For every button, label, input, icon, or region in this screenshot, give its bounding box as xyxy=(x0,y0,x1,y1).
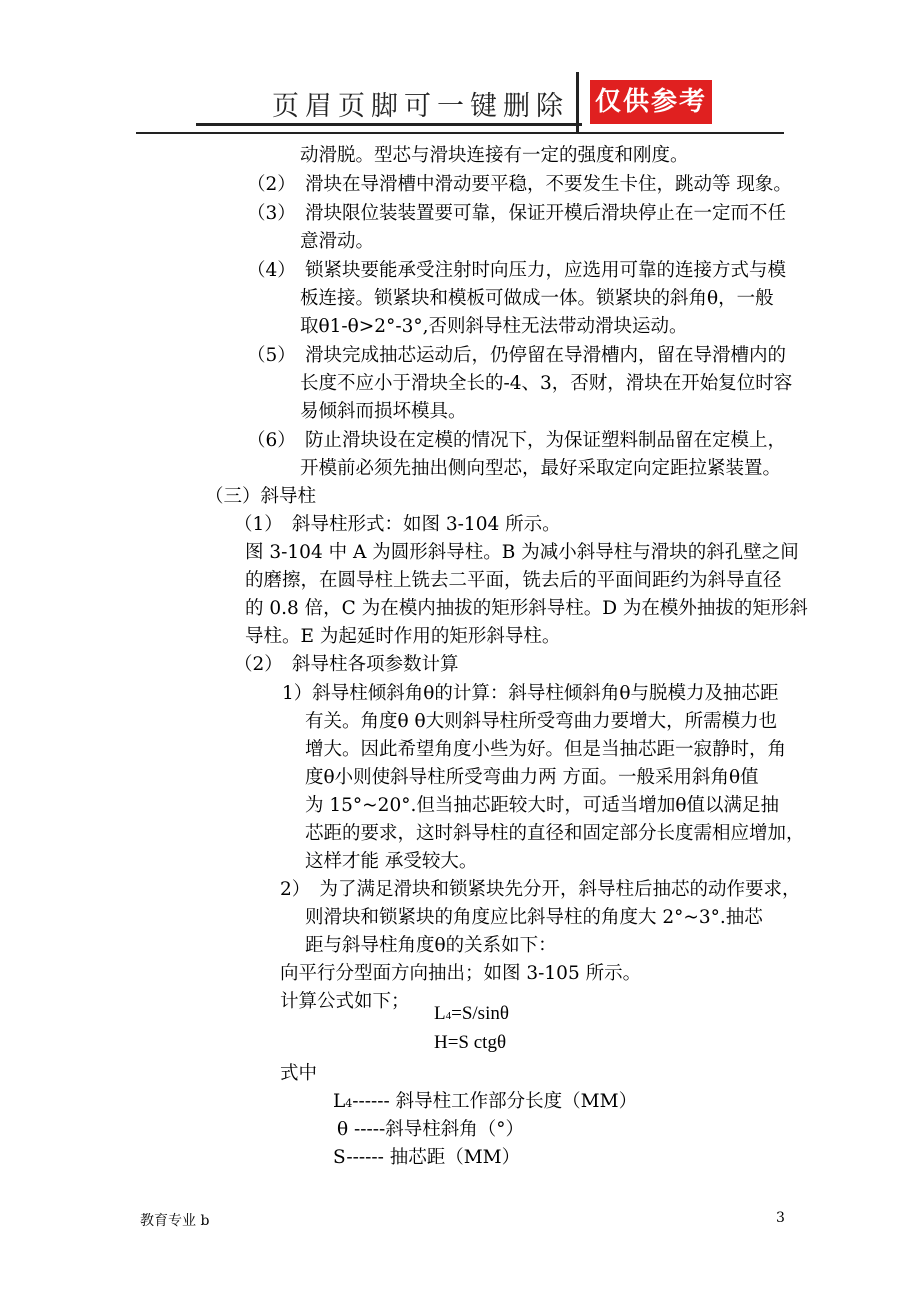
body-line: （4） 锁紧块要能承受注射时向压力，应选用可靠的连接方式与模 xyxy=(247,260,787,281)
body-line: （2） 斜导柱各项参数计算 xyxy=(234,654,459,675)
section-heading: （三）斜导柱 xyxy=(205,486,317,507)
body-line: 芯距的要求，这时斜导柱的直径和固定部分长度需相应增加， xyxy=(305,823,805,844)
legend-l4-subscript: 4 xyxy=(345,1097,353,1110)
body-line: （2） 滑块在导滑槽中滑动要平稳，不要发生卡住，跳动等 现象。 xyxy=(247,174,792,195)
formula-l4-expression: =S/sinθ xyxy=(451,1003,509,1024)
body-line: 的磨擦，在圆导柱上铣去二平面，铣去后的平面间距约为斜导直径 xyxy=(245,570,782,591)
body-line: （1） 斜导柱形式：如图 3-104 所示。 xyxy=(234,514,561,535)
footer-text: 教育专业 b xyxy=(140,1213,210,1229)
body-line: 1）斜导柱倾斜角θ的计算：斜导柱倾斜角θ与脱模力及抽芯距 xyxy=(282,683,779,704)
body-line: 计算公式如下； xyxy=(280,991,410,1012)
body-line: 为 15°~20°.但当抽芯距较大时，可适当增加θ值以满足抽 xyxy=(305,795,779,816)
body-line: 意滑动。 xyxy=(300,231,375,252)
header-underline xyxy=(196,123,582,126)
body-line: 增大。因此希望角度小些为好。但是当抽芯距一寂静时，角 xyxy=(305,739,787,760)
legend-item-l4 xyxy=(333,1089,637,1117)
legend-item-theta: θ -----斜导柱斜角（°） xyxy=(337,1119,525,1140)
legend-item-s: S------ 抽芯距（MM） xyxy=(333,1147,521,1168)
body-line: （3） 滑块限位装装置要可靠，保证开模后滑块停止在一定而不任 xyxy=(247,203,787,224)
formula-l4 xyxy=(434,1003,509,1025)
body-line: 开模前必须先抽出侧向型芯，最好采取定向定距拉紧装置。 xyxy=(300,458,782,479)
header-title: 页眉页脚可一键删除 xyxy=(272,91,569,122)
legend-l4-description: ------ 斜导柱工作部分长度（MM） xyxy=(352,1091,638,1112)
body-line: 取θ1-θ>2°-3°,否则斜导柱无法带动滑块运动。 xyxy=(300,316,688,337)
body-line: 动滑脱。型芯与滑块连接有一定的强度和刚度。 xyxy=(300,145,689,166)
formula-l4-subscript: 4 xyxy=(445,1010,452,1022)
body-line: 导柱。E 为起延时作用的矩形斜导柱。 xyxy=(245,626,561,647)
legend-l4-symbol: L xyxy=(333,1091,346,1112)
body-line: （6） 防止滑块设在定模的情况下，为保证塑料制品留在定模上， xyxy=(247,430,787,451)
body-line: 有关。角度θ θ大则斜导柱所受弯曲力要增大，所需模力也 xyxy=(305,711,778,732)
body-line: 图 3-104 中 A 为圆形斜导柱。B 为减小斜导柱与滑块的斜孔壁之间 xyxy=(245,542,799,563)
formula-l4-symbol: L xyxy=(434,1003,446,1024)
body-line: 长度不应小于滑块全长的-4、3，否财，滑块在开始复位时容 xyxy=(300,373,793,394)
body-line: 则滑块和锁紧块的角度应比斜导柱的角度大 2°~3°.抽芯 xyxy=(305,907,763,928)
body-line: 距与斜导柱角度θ的关系如下： xyxy=(305,935,557,956)
page-number: 3 xyxy=(776,1210,785,1226)
body-line: 2） 为了满足滑块和锁紧块先分开，斜导柱后抽芯的动作要求， xyxy=(280,879,801,900)
formula-h: H=S ctgθ xyxy=(434,1032,507,1053)
legend-title: 式中 xyxy=(280,1063,318,1084)
reference-only-badge: 仅供参考 xyxy=(590,80,712,124)
body-line: 这样才能 承受较大。 xyxy=(305,851,478,872)
body-line: 向平行分型面方向抽出；如图 3-105 所示。 xyxy=(280,963,642,984)
body-line: 板连接。锁紧块和模板可做成一体。锁紧块的斜角θ，一般 xyxy=(300,288,774,309)
body-line: 度θ小则使斜导柱所受弯曲力两 方面。一般采用斜角θ值 xyxy=(305,767,759,788)
body-line: （5） 滑块完成抽芯运动后，仍停留在导滑槽内，留在导滑槽内的 xyxy=(247,345,787,366)
body-line: 的 0.8 倍，C 为在模内抽拔的矩形斜导柱。D 为在模外抽拔的矩形斜 xyxy=(245,598,808,619)
body-line: 易倾斜而损坏模具。 xyxy=(300,401,467,422)
header-rule xyxy=(136,132,784,134)
